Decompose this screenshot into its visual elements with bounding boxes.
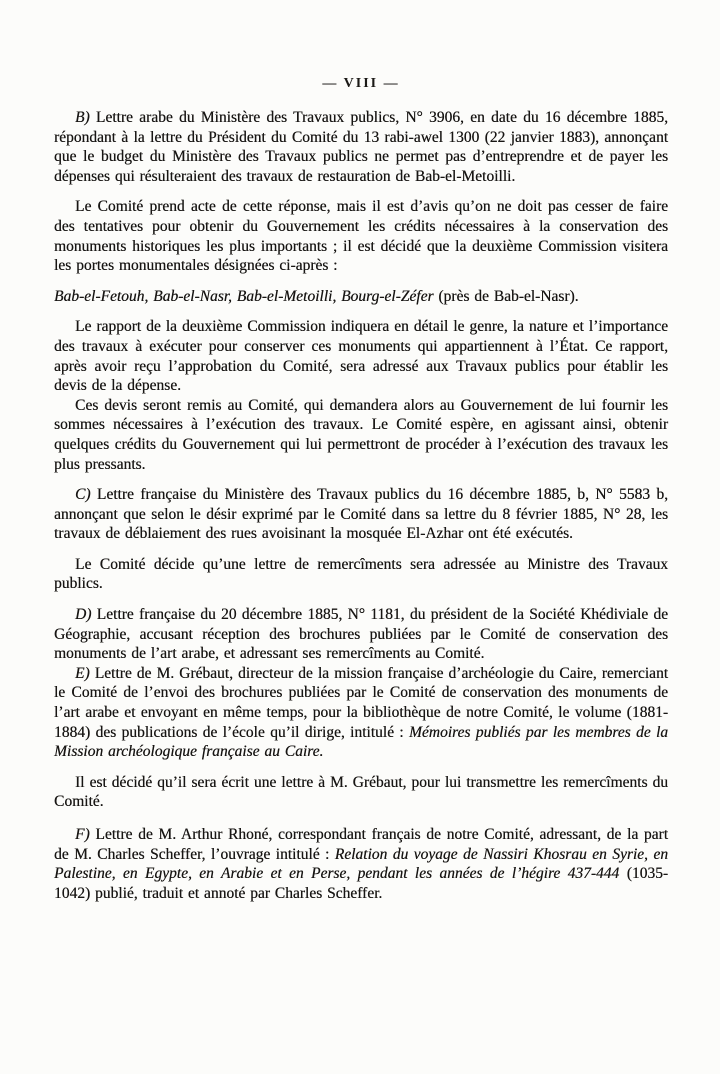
paragraph-text: Ces devis seront remis au Comité, qui demandera alors au Gouvernement de lui fournir les sommes nécessaires à l’exécution des travaux. Le Comité espère, en agissant ainsi, obtenir quelques crédits du Gouvernement qui lui permettront de procéder à l’exécution des travaux les plus pressants. xyxy=(54,396,668,473)
paragraph-text: Lettre française du Ministère des Travaux publics du 16 décembre 1885, b, N° 5583 b, annonçant que selon le désir exprimé par le Comité dans sa lettre du 8 février 1885, N° 28, les travaux de déblaiement des rues avoisinant la mosquée El-Azhar ont été exécutés. xyxy=(54,486,669,543)
paragraph-text: Lettre française du 20 décembre 1885, N° 1181, du président de la Société Khédiviale de Géographie, accusant réception des brochures publiées par le Comité de conservation des monuments de l’art arabe, et adressant ses remercîments au Comité. xyxy=(54,606,669,663)
paragraph-text-tail: publié, traduit et annoté par Charles Scheffer. xyxy=(95,884,383,902)
paragraph-text: Lettre de M. Arthur Rhoné, correspondant français de notre Comité, adressant, de la part de M. Charles Scheffer, l’ouvrage intitulé : xyxy=(54,826,669,863)
paragraph-letter-d xyxy=(54,605,668,664)
paragraph-estimates xyxy=(54,396,668,474)
paragraph-text: Lettre arabe du Ministère des Travaux publics, N° 3906, en date du 16 décembre 1885, répondant à la lettre du Président du Comité du 13 rabi-awel 1300 (22 janvier 1883), annonçant que le budget du Ministère des Travaux publics ne permet pas d’entreprendre et de payer les dépenses qui résulteraient des travaux de restauration de Bab-el-Metoilli. xyxy=(54,109,669,185)
item-label-b: B) xyxy=(75,109,90,126)
paragraph-text: Le Comité prend acte de cette réponse, mais il est d’avis qu’on ne doit pas cesser de faire des tentatives pour obtenir du Gouvernement les crédits nécessaires à la conservation des monuments historiques les plus importants ; il est décidé que la deuxième Commission visitera les portes monumentales désignées ci-après : xyxy=(54,198,668,275)
paragraph-thanks-grebaut xyxy=(54,773,668,812)
paragraph-letter-b xyxy=(54,108,668,186)
paragraph-letter-c xyxy=(54,485,668,544)
paragraph-letter-e xyxy=(54,664,668,762)
item-label-c: C) xyxy=(75,486,91,504)
page-number: — VIII — xyxy=(322,76,400,91)
paragraph-thanks-ministry xyxy=(54,555,668,594)
work-title-dates: (1035-1042) xyxy=(54,865,669,902)
paragraph-text: Il est décidé qu’il sera écrit une lettre à M. Grébaut, pour lui transmettre les remercîments du Comité. xyxy=(54,773,668,811)
monument-gates-line xyxy=(54,287,668,307)
item-label-e: E) xyxy=(75,664,90,682)
paragraph-text: Le Comité décide qu’une lettre de remercîments sera adressée au Ministre des Travaux publics. xyxy=(54,555,668,593)
item-label-f: F) xyxy=(75,826,90,843)
paragraph-committee-response xyxy=(54,197,668,275)
work-title-memoires: Mémoires publiés par les membres de la Mission archéologique française au Caire. xyxy=(54,723,669,761)
item-label-d: D) xyxy=(75,606,92,624)
paragraph-text: Le rapport de la deuxième Commission indiquera en détail le genre, la nature et l’importance des travaux à exécuter pour conserver ces monuments qui appartiennent à l’État. Ce rapport, après avoir reçu l’approbation du Comité, sera adressé aux Travaux publics pour établir les devis de la dépense. xyxy=(54,318,668,395)
paragraph-text: Lettre de M. Grébaut, directeur de la mission française d’archéologie du Caire, remerciant le Comité de l’envoi des brochures publiées par le Comité de conservation des monuments de l’art arabe et envoyant en même temps, pour la bibliothèque de notre Comité, le volume (1881-1884) des publications de l’école qu’il dirige, intitulé : xyxy=(54,664,668,741)
work-title-relation: Relation du voyage de Nassiri Khosrau en Syrie, en Palestine, en Egypte, en Arabie et en Perse, pendant les années de l’hégire 437-444 xyxy=(54,845,668,883)
gate-names: Bab-el-Fetouh, Bab-el-Nasr, Bab-el-Metoilli, Bourg-el-Zéfer xyxy=(54,287,434,305)
paragraph-letter-f xyxy=(54,825,668,903)
paragraph-report xyxy=(54,317,668,395)
gate-names-suffix: (près de Bab-el-Nasr). xyxy=(438,287,579,305)
